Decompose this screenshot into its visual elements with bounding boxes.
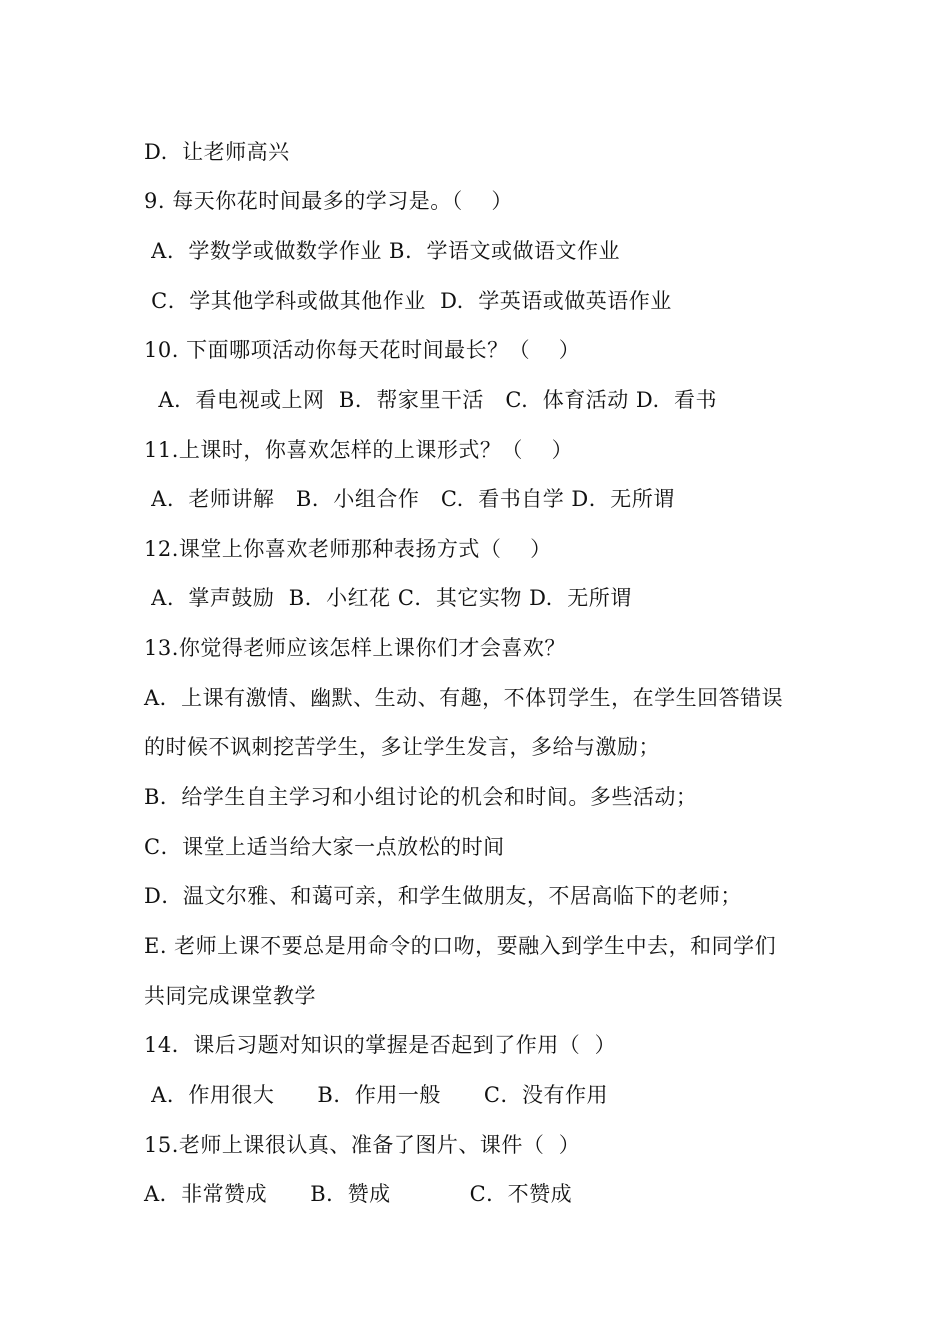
question-10-options: A. 看电视或上网 B．帮家里干活 C. 体育活动 D. 看书 xyxy=(144,388,717,412)
question-13-answer-b: B．给学生自主学习和小组讨论的机会和时间。多些活动； xyxy=(144,785,698,809)
question-15: 15.老师上课很认真、准备了图片、课件（ ） xyxy=(144,1133,581,1157)
question-13-answer-e: E. 老师上课不要总是用命令的口吻，要融入到学生中去，和同学们 xyxy=(144,934,777,958)
question-15-options: A．非常赞成 B．赞成 C．不赞成 xyxy=(144,1182,573,1206)
question-12: 12.课堂上你喜欢老师那种表扬方式（ ） xyxy=(144,537,552,561)
question-13-answer-a-cont: 的时候不讽刺挖苦学生，多让学生发言，多给与激励； xyxy=(144,735,660,759)
question-9-options-cd: C．学其他学科或做其他作业 D. 学英语或做英语作业 xyxy=(144,289,672,313)
question-13-answer-e-cont: 共同完成课堂教学 xyxy=(144,984,316,1008)
question-11-options: A. 老师讲解 B．小组合作 C. 看书自学 D．无所谓 xyxy=(144,487,675,511)
question-9-options-ab: A. 学数学或做数学作业 B. 学语文或做语文作业 xyxy=(144,239,620,263)
question-11: 11.上课时，你喜欢怎样的上课形式？（ ） xyxy=(144,438,574,462)
option-d-teacher-happy: D. 让老师高兴 xyxy=(144,140,290,164)
question-9: 9. 每天你花时间最多的学习是。（ ） xyxy=(144,189,513,213)
question-10: 10. 下面哪项活动你每天花时间最长？（ ） xyxy=(144,338,581,362)
question-14-options: A．作用很大 B．作用一般 C．没有作用 xyxy=(144,1083,608,1107)
question-13-answer-a: A．上课有激情、幽默、生动、有趣，不体罚学生，在学生回答错误 xyxy=(144,686,784,710)
question-12-options: A. 掌声鼓励 B. 小红花 C．其它实物 D. 无所谓 xyxy=(144,586,632,610)
question-14: 14．课后习题对知识的掌握是否起到了作用（ ） xyxy=(144,1033,617,1057)
question-13: 13.你觉得老师应该怎样上课你们才会喜欢？ xyxy=(144,636,566,660)
question-13-answer-d: D．温文尔雅、和蔼可亲，和学生做朋友，不居高临下的老师； xyxy=(144,884,742,908)
question-13-answer-c: C．课堂上适当给大家一点放松的时间 xyxy=(144,835,505,859)
